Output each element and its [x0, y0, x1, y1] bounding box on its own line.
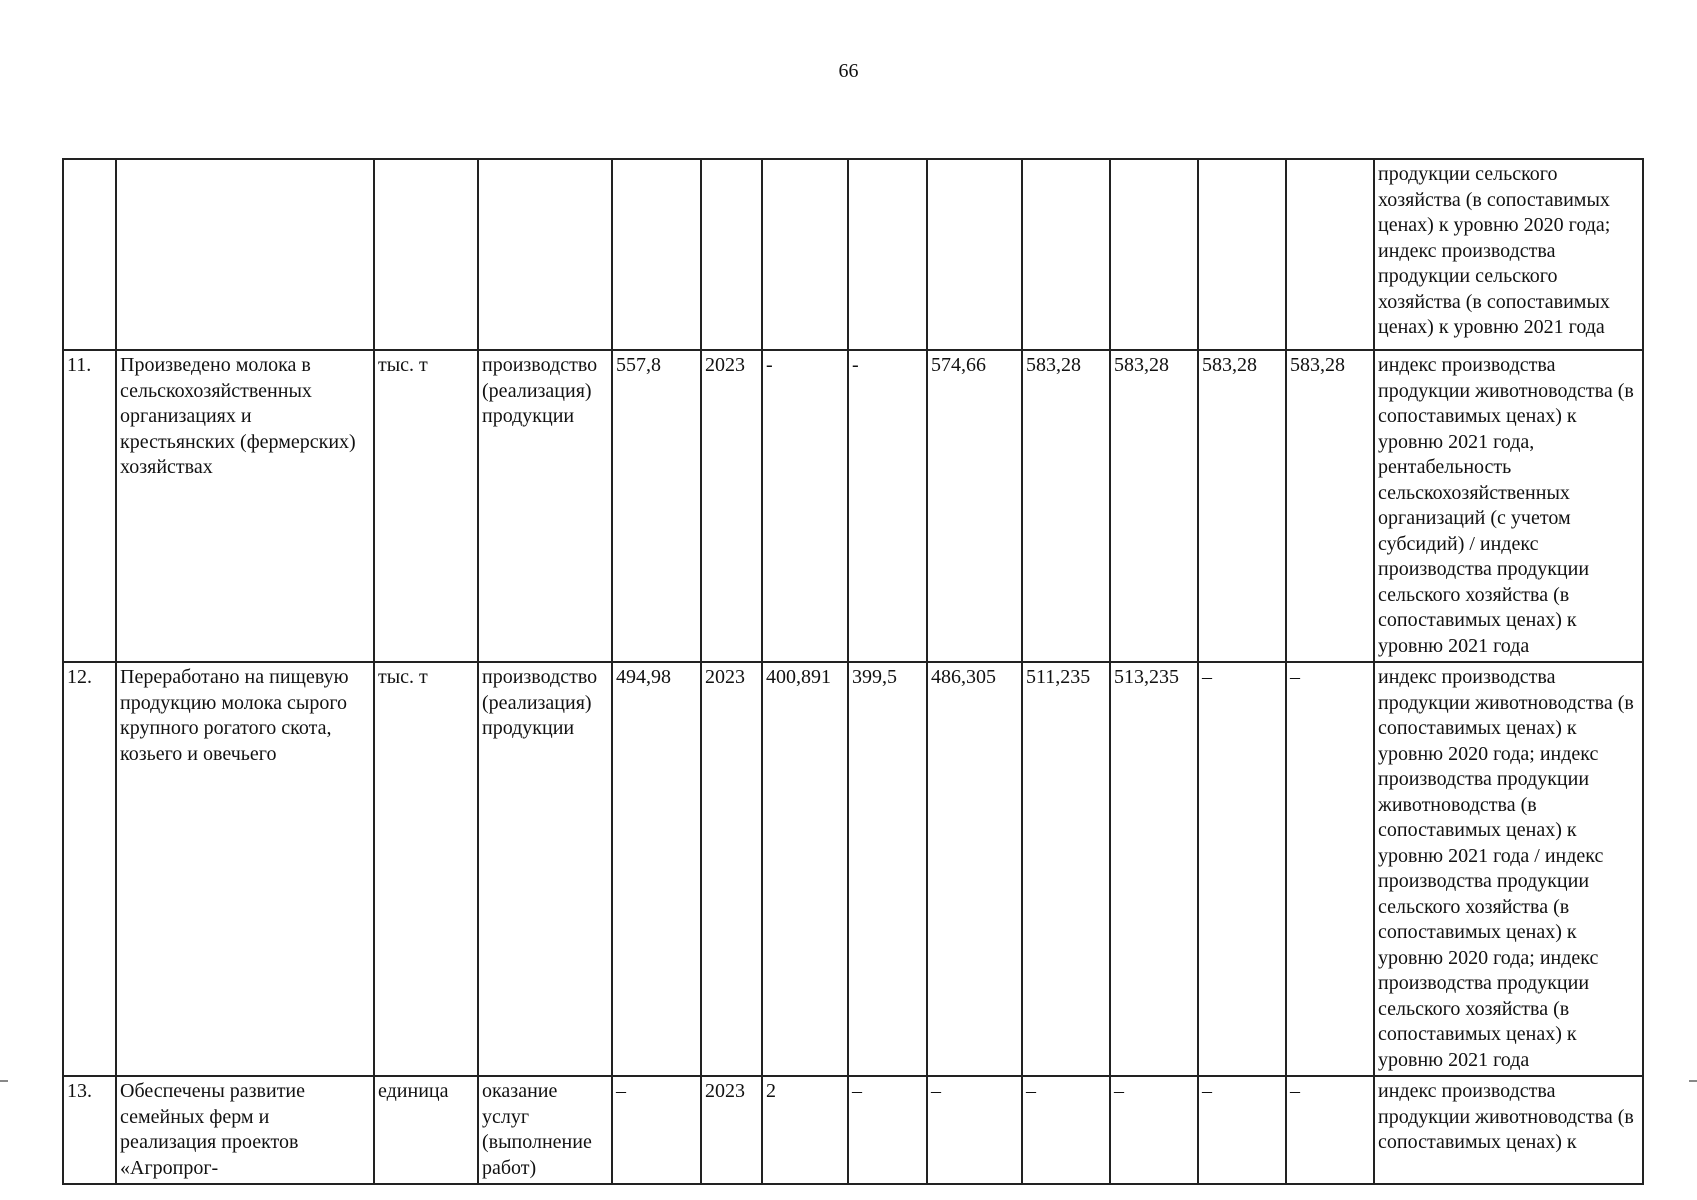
linked-indicator: продукции сельского хозяйства (в сопоставимых ценах) к уровню 2020 года; индекс производства продукции сельского хозяйства (в сопоставимых ценах) к уровню 2021 года — [1374, 159, 1643, 350]
value-cell: 511,235 — [1022, 662, 1110, 1076]
value-cell: 400,891 — [762, 662, 848, 1076]
table-row-11 — [63, 350, 1643, 662]
value-cell — [848, 159, 927, 350]
base-value — [612, 159, 701, 350]
value-cell: – — [1110, 1076, 1198, 1184]
value-cell — [1110, 159, 1198, 350]
value-cell: – — [1198, 662, 1286, 1076]
indicator-name — [116, 159, 374, 350]
value-cell: – — [848, 1076, 927, 1184]
value-cell: – — [1286, 662, 1374, 1076]
linked-indicator: индекс производства продукции животноводства (в сопоставимых ценах) к — [1374, 1076, 1643, 1184]
value-cell — [762, 159, 848, 350]
value-cell: 574,66 — [927, 350, 1022, 662]
left-scan-mark — [0, 1080, 8, 1082]
row-number — [63, 159, 116, 350]
value-cell: – — [927, 1076, 1022, 1184]
base-year: 2023 — [701, 1076, 762, 1184]
value-cell — [1198, 159, 1286, 350]
value-cell — [927, 159, 1022, 350]
indicator-name: Обеспечены развитие семейных ферм и реализация проектов «Агропрог- — [116, 1076, 374, 1184]
row-number: 13. — [63, 1076, 116, 1184]
table-row-continuation — [63, 159, 1643, 350]
value-cell: – — [1286, 1076, 1374, 1184]
row-number: 11. — [63, 350, 116, 662]
unit-of-measure — [374, 159, 478, 350]
row-number: 12. — [63, 662, 116, 1076]
result-type — [478, 159, 612, 350]
value-cell: 583,28 — [1286, 350, 1374, 662]
indicator-name: Произведено молока в сельскохозяйственных организациях и крестьянских (фермерских) хозяйствах — [116, 350, 374, 662]
value-cell: – — [1022, 1076, 1110, 1184]
results-table — [62, 158, 1644, 1185]
linked-indicator: индекс производства продукции животноводства (в сопоставимых ценах) к уровню 2021 года, рентабельность сельскохозяйственных организаций (с учетом субсидий) / индекс производства продукции сельского хозяйства (в сопоставимых ценах) к уровню 2021 года — [1374, 350, 1643, 662]
unit-of-measure: тыс. т — [374, 350, 478, 662]
base-value: 557,8 — [612, 350, 701, 662]
base-year: 2023 — [701, 350, 762, 662]
value-cell: 399,5 — [848, 662, 927, 1076]
value-cell: 583,28 — [1198, 350, 1286, 662]
value-cell: 583,28 — [1110, 350, 1198, 662]
value-cell: 583,28 — [1022, 350, 1110, 662]
value-cell: 486,305 — [927, 662, 1022, 1076]
indicator-name: Переработано на пищевую продукцию молока сырого крупного рогатого скота, козьего и овечьего — [116, 662, 374, 1076]
value-cell: - — [762, 350, 848, 662]
value-cell: 2 — [762, 1076, 848, 1184]
base-value: 494,98 — [612, 662, 701, 1076]
result-type: производство (реализация) продукции — [478, 350, 612, 662]
linked-indicator: индекс производства продукции животноводства (в сопоставимых ценах) к уровню 2020 года; индекс производства продукции животноводства (в сопоставимых ценах) к уровню 2021 года / индекс производства продукции сельского хозяйства (в сопоставимых ценах) к уровню 2020 года; индекс производства продукции сельского хозяйства (в сопоставимых ценах) к уровню 2021 года — [1374, 662, 1643, 1076]
value-cell: 513,235 — [1110, 662, 1198, 1076]
page-number: 66 — [838, 60, 859, 82]
base-year: 2023 — [701, 662, 762, 1076]
unit-of-measure: единица — [374, 1076, 478, 1184]
value-cell — [1022, 159, 1110, 350]
base-value: – — [612, 1076, 701, 1184]
value-cell: – — [1198, 1076, 1286, 1184]
result-type: оказание услуг (выполнение работ) — [478, 1076, 612, 1184]
table-row-13 — [63, 1076, 1643, 1184]
result-type: производство (реализация) продукции — [478, 662, 612, 1076]
unit-of-measure: тыс. т — [374, 662, 478, 1076]
value-cell — [1286, 159, 1374, 350]
table-row-12 — [63, 662, 1643, 1076]
right-scan-mark — [1689, 1080, 1697, 1082]
value-cell: - — [848, 350, 927, 662]
base-year — [701, 159, 762, 350]
